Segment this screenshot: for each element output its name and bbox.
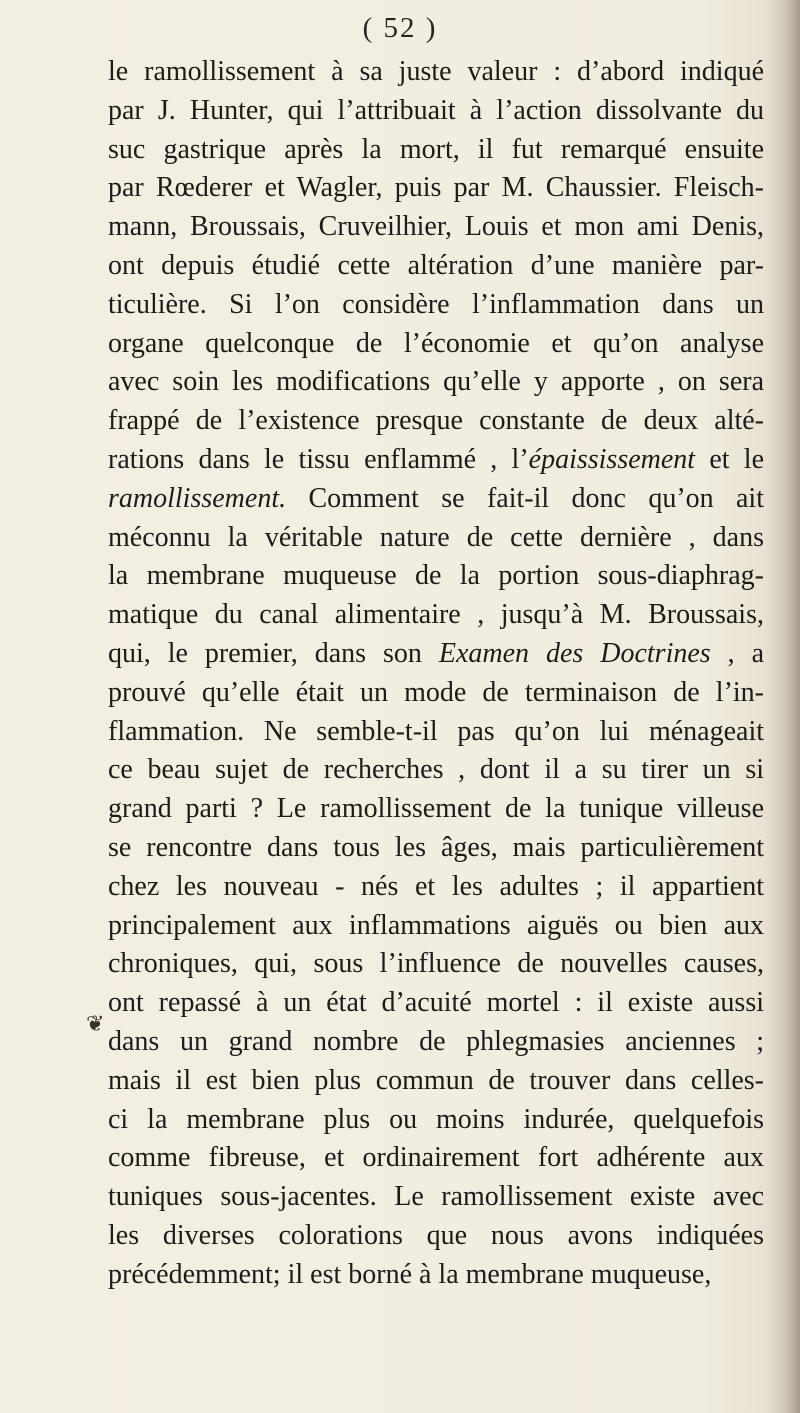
text-line: organe quelconque de l’économie et qu’on analyse — [108, 327, 764, 359]
text-line: mais il est bien plus commun de trouver dans celles- — [108, 1064, 764, 1096]
text-line — [108, 635, 764, 674]
italic-term: ramollissement. — [108, 482, 287, 514]
text-line: comme fibreuse, et ordinairement fort adhérente aux — [108, 1142, 764, 1174]
text-line: suc gastrique après la mort, il fut remarqué ensuite — [108, 133, 764, 165]
text-line — [108, 480, 764, 519]
text-line: matique du canal alimentaire , jusqu’à M. Broussais, — [108, 599, 764, 631]
text-line: par J. Hunter, qui l’attribuait à l’action dissolvante du — [108, 94, 764, 126]
text-line: ont repassé à un état d’acuité mortel : il existe aussi — [108, 987, 764, 1019]
text-segment: qui, le premier, dans son — [108, 637, 439, 669]
text-line: chroniques, qui, sous l’influence de nouvelles causes, — [108, 948, 764, 980]
text-line: le ramollissement à sa juste valeur : d’abord indiqué — [108, 56, 764, 87]
text-line: grand parti ? Le ramollissement de la tunique villeuse — [108, 793, 764, 825]
text-segment: et le — [695, 443, 764, 475]
text-line: méconnu la véritable nature de cette dernière , dans — [108, 521, 764, 553]
text-segment: Comment se fait-il donc qu’on ait — [286, 482, 764, 514]
text-line: ont depuis étudié cette altération d’une manière par- — [108, 249, 764, 281]
text-segment: , a — [710, 637, 764, 669]
text-line: avec soin les modifications qu’elle y apporte , on sera — [108, 366, 764, 398]
text-line: chez les nouveau - nés et les adultes ; il appartient — [108, 870, 764, 902]
text-line: flammation. Ne semble-t-il pas qu’on lui ménageait — [108, 715, 764, 747]
body-text — [108, 53, 764, 1295]
italic-term: épaississement — [528, 443, 696, 475]
text-line: tuniques sous-jacentes. Le ramollissement existe avec — [108, 1181, 764, 1213]
text-line: mann, Broussais, Cruveilhier, Louis et mon ami Denis, — [108, 211, 764, 243]
text-line — [108, 441, 764, 480]
text-line: ce beau sujet de recherches , dont il a su tirer un si — [108, 754, 764, 786]
text-line: dans un grand nombre de phlegmasies anciennes ; — [108, 1025, 764, 1057]
text-line: prouvé qu’elle était un mode de terminaison de l’in- — [108, 676, 764, 708]
text-line: par Rœderer et Wagler, puis par M. Chaussier. Fleisch- — [108, 172, 764, 204]
text-line: ticulière. Si l’on considère l’inflammation dans un — [108, 288, 764, 320]
italic-term: Examen des Doctrines — [438, 637, 711, 669]
text-line: précédemment; il est borné à la membrane muqueuse, — [108, 1258, 712, 1290]
page-number: ( 52 ) — [362, 12, 438, 44]
text-line: frappé de l’existence presque constante de deux alté- — [108, 405, 764, 437]
text-segment: rations dans le tissu enflammé , l’ — [108, 443, 529, 475]
page-edge-shadow — [764, 0, 800, 1413]
text-line: principalement aux inflammations aiguës ou bien aux — [108, 909, 764, 941]
margin-mark: ❦ — [86, 1012, 105, 1037]
text-line: la membrane muqueuse de la portion sous-diaphrag- — [108, 560, 764, 592]
text-line: les diverses colorations que nous avons indiquées — [108, 1219, 764, 1251]
text-line: ci la membrane plus ou moins indurée, quelquefois — [108, 1103, 764, 1135]
text-line: se rencontre dans tous les âges, mais particulièrement — [108, 831, 764, 863]
